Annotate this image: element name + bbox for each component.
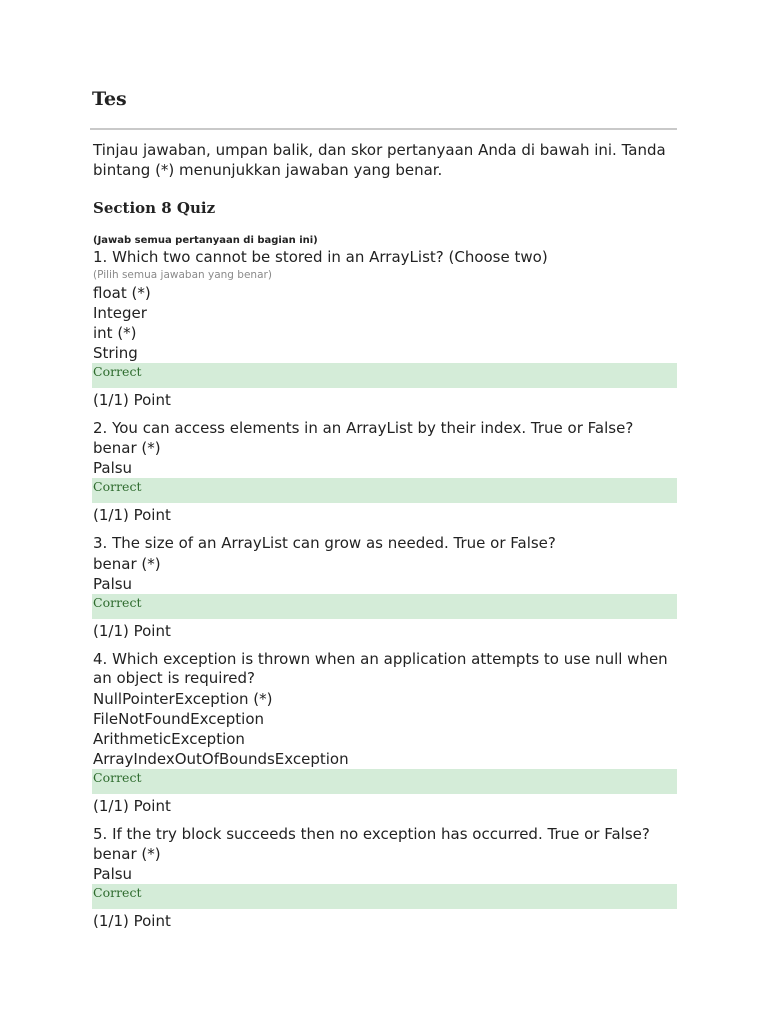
answer-option: ArithmeticException <box>93 729 245 748</box>
answer-option: Integer <box>93 303 147 322</box>
answer-option: benar (*) <box>93 554 161 573</box>
answer-option: FileNotFoundException <box>93 709 265 728</box>
question-5 <box>92 825 677 932</box>
answer-option: Palsu <box>93 459 133 477</box>
answer-option: float (*) <box>93 283 151 302</box>
section-note: (Jawab semua pertanyaan di bagian ini) <box>93 235 318 246</box>
section-title: Section 8 Quiz <box>93 199 216 217</box>
question-text: 4. Which exception is thrown when an application attempts to use null when an object is required? <box>93 649 668 687</box>
points-text: (1/1) Point <box>93 621 171 640</box>
question-list <box>92 248 677 940</box>
answer-option: Palsu <box>93 865 133 883</box>
points-text: (1/1) Point <box>93 390 171 409</box>
answer-option: benar (*) <box>93 845 161 863</box>
question-2 <box>92 419 677 526</box>
result-banner: Correct <box>92 884 677 909</box>
question-3 <box>92 534 677 641</box>
answer-option: String <box>93 343 138 362</box>
result-banner: Correct <box>92 769 677 794</box>
question-text: 5. If the try block succeeds then no exception has occurred. True or False? <box>93 824 650 843</box>
question-text: 3. The size of an ArrayList can grow as needed. True or False? <box>93 534 556 552</box>
answer-option: NullPointerException (*) <box>93 689 273 708</box>
question-text: 2. You can access elements in an ArrayList by their index. True or False? <box>93 418 634 437</box>
question-hint: (Pilih semua jawaban yang benar) <box>93 268 272 281</box>
answer-option: ArrayIndexOutOfBoundsException <box>93 749 349 768</box>
question-1 <box>92 248 677 410</box>
points-text: (1/1) Point <box>93 796 171 815</box>
answer-option: benar (*) <box>93 439 161 457</box>
question-4 <box>92 650 677 816</box>
title-divider <box>90 128 677 130</box>
intro-text: Tinjau jawaban, umpan balik, dan skor pertanyaan Anda di bawah ini. Tanda bintang (*) menunjukkan jawaban yang benar. <box>93 141 666 179</box>
result-banner: Correct <box>92 363 677 388</box>
question-text: 1. Which two cannot be stored in an ArrayList? (Choose two) <box>93 248 548 266</box>
result-banner: Correct <box>92 478 677 503</box>
page-title: Tes <box>92 88 127 110</box>
answer-option: Palsu <box>93 574 133 593</box>
points-text: (1/1) Point <box>93 912 171 930</box>
result-banner: Correct <box>92 594 677 619</box>
quiz-review-page <box>92 0 677 930</box>
points-text: (1/1) Point <box>93 506 171 524</box>
answer-option: int (*) <box>93 323 137 342</box>
